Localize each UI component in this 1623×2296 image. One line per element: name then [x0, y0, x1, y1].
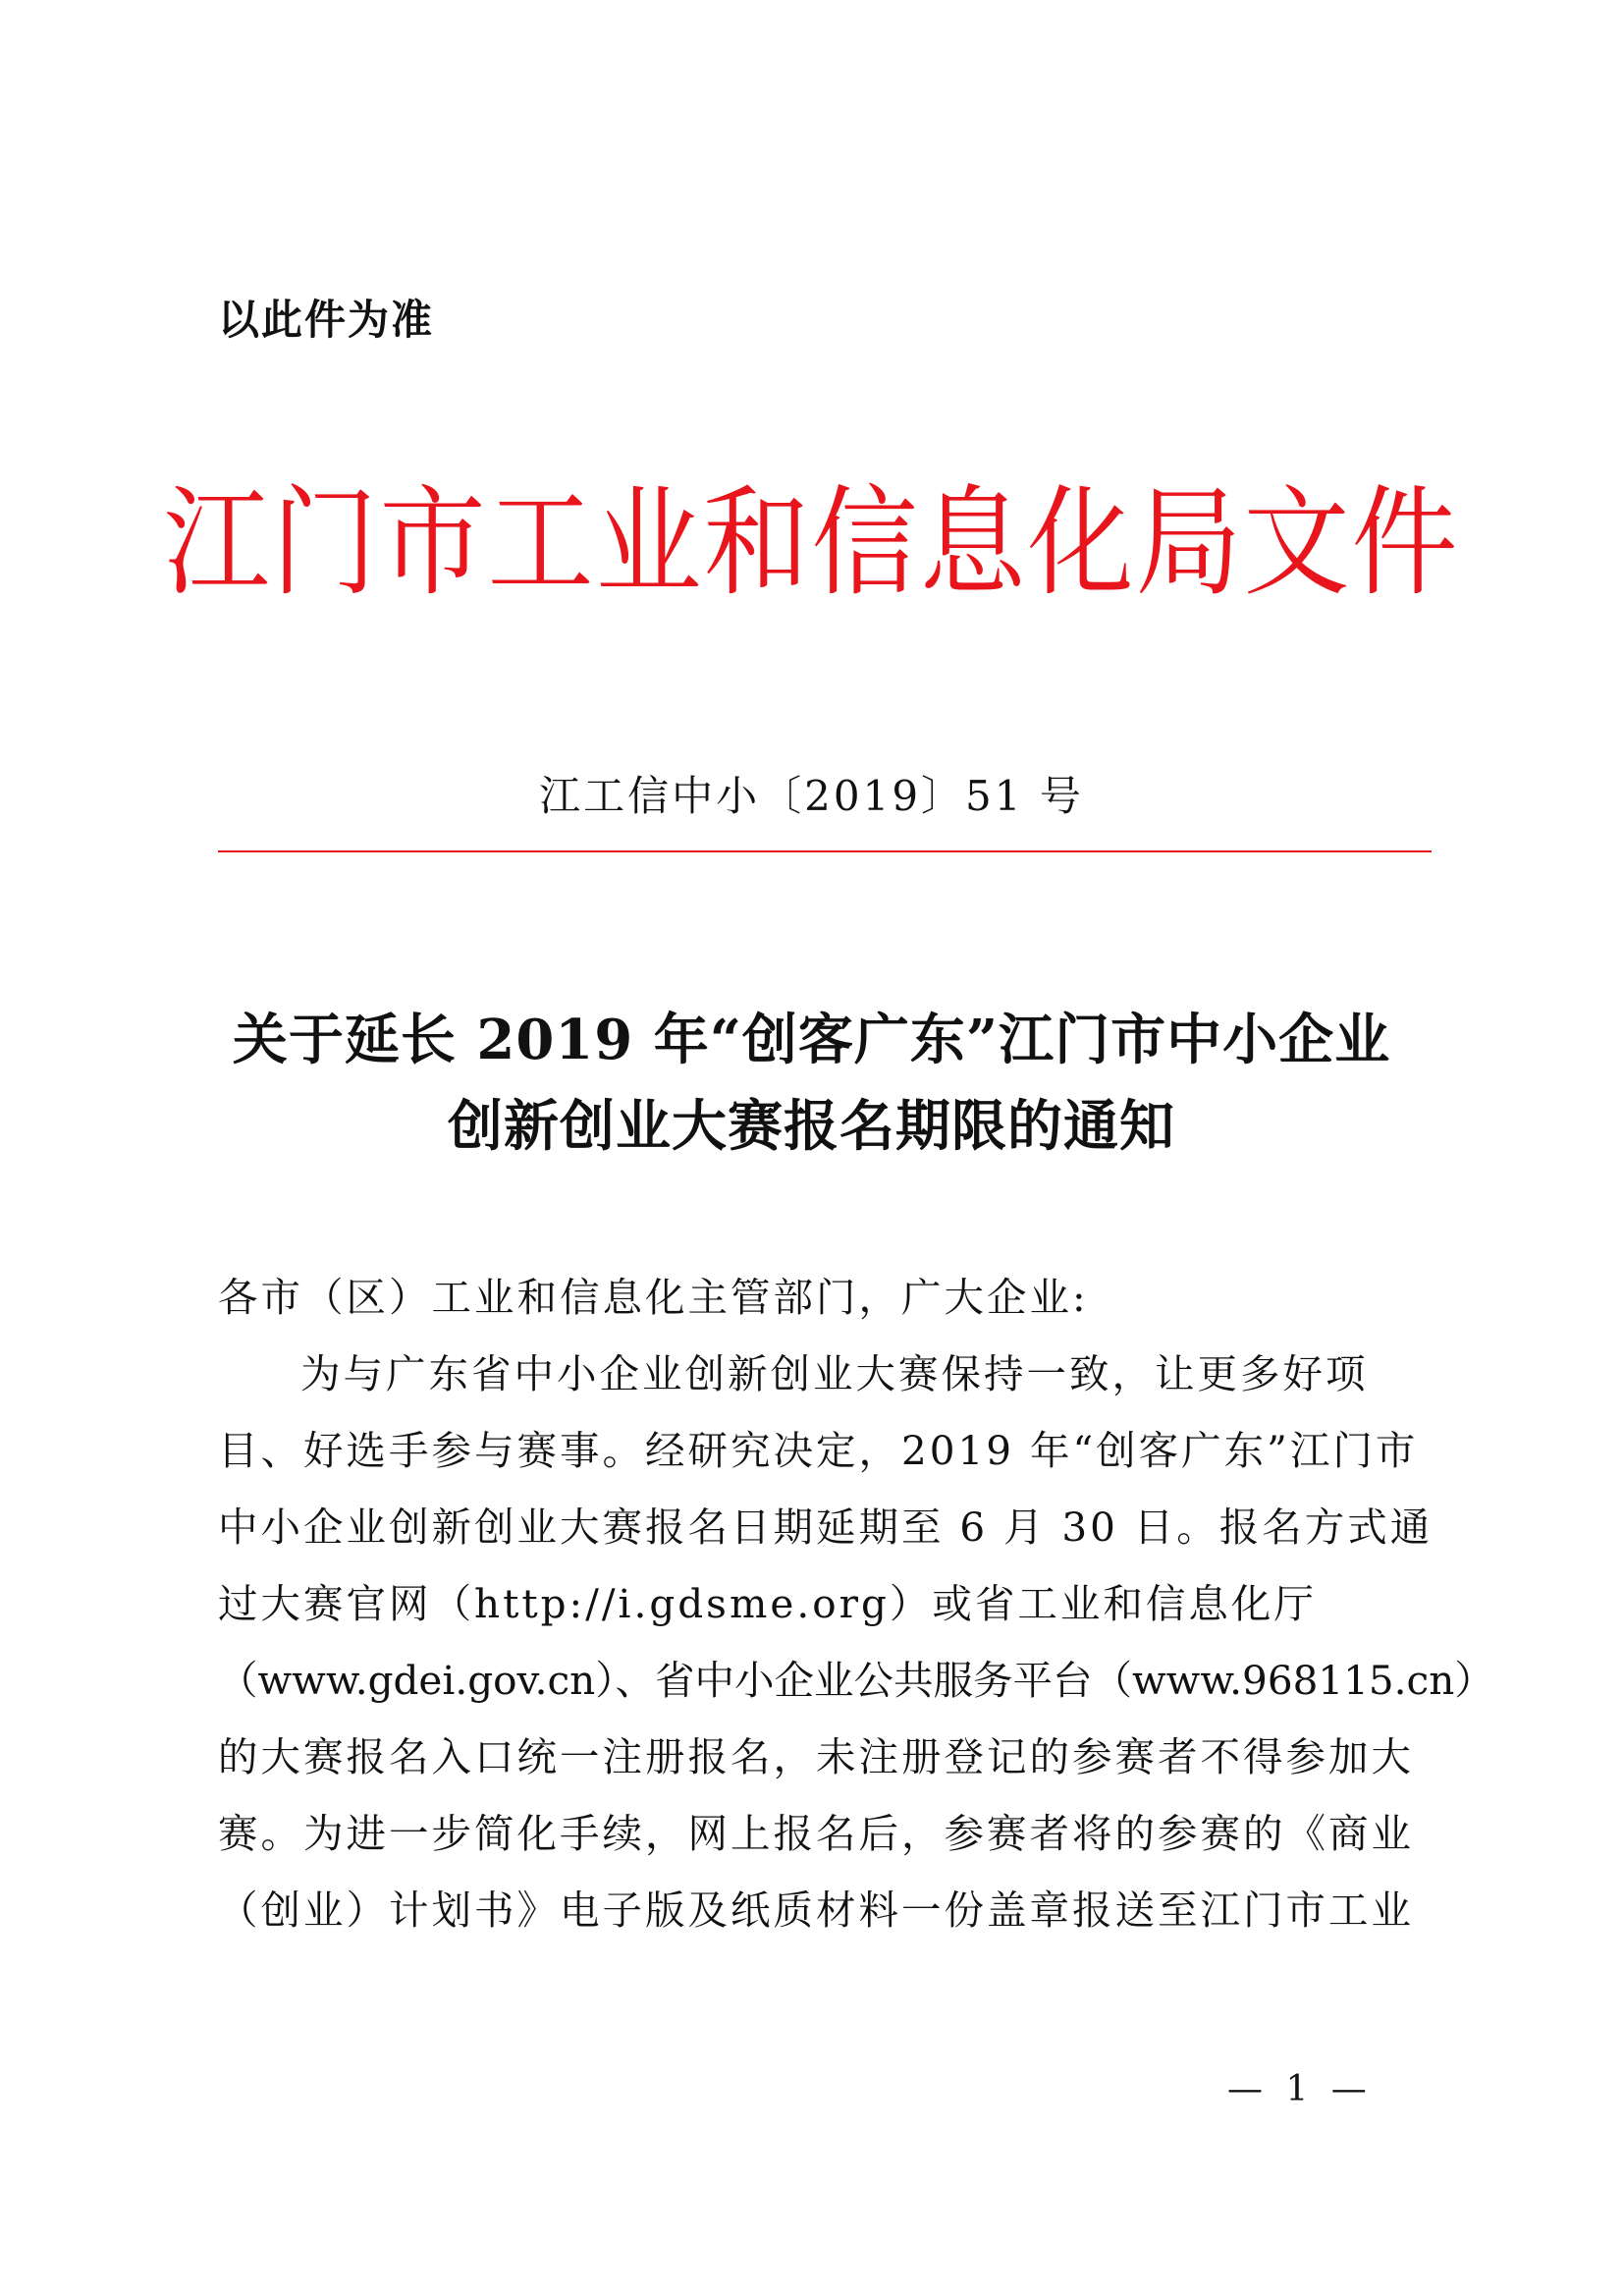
document-body	[218, 1259, 1494, 1948]
body-line-7: 赛。为进一步简化手续，网上报名后，参赛者将的参赛的《商业	[218, 1810, 1414, 1857]
authority-notice: 以此件为准	[218, 296, 435, 344]
body-line-5: （www.gdei.gov.cn）、省中小企业公共服务平台（www.968115.cn）	[218, 1657, 1494, 1704]
body-line-8: （创业）计划书》电子版及纸质材料一份盖章报送至江门市工业	[218, 1886, 1414, 1934]
document-title-line-1: 关于延长 2019 年“创客广东”江门市中小企业	[232, 1008, 1391, 1072]
salutation: 各市（区）工业和信息化主管部门，广大企业:	[218, 1274, 1089, 1321]
issuing-organization-title: 江门市工业和信息化局文件	[163, 474, 1460, 613]
body-line-3: 中小企业创新创业大赛报名日期延期至 6 月 30 日。报名方式通	[218, 1503, 1434, 1551]
body-line-4: 过大赛官网（http://i.gdsme.org）或省工业和信息化厅	[218, 1580, 1317, 1627]
red-divider-line	[218, 850, 1432, 852]
body-line-2: 目、好选手参与赛事。经研究决定，2019 年“创客广东”江门市	[218, 1427, 1419, 1474]
document-title	[0, 997, 1623, 1170]
body-line-6: 的大赛报名入口统一注册报名，未注册登记的参赛者不得参加大	[218, 1733, 1414, 1780]
page-number: — 1 —	[1227, 2069, 1373, 2109]
body-line-1: 为与广东省中小企业创新创业大赛保持一致，让更多好项	[300, 1350, 1369, 1397]
document-number: 江工信中小〔2019〕51 号	[539, 772, 1084, 820]
document-title-line-2: 创新创业大赛报名期限的通知	[448, 1094, 1175, 1159]
